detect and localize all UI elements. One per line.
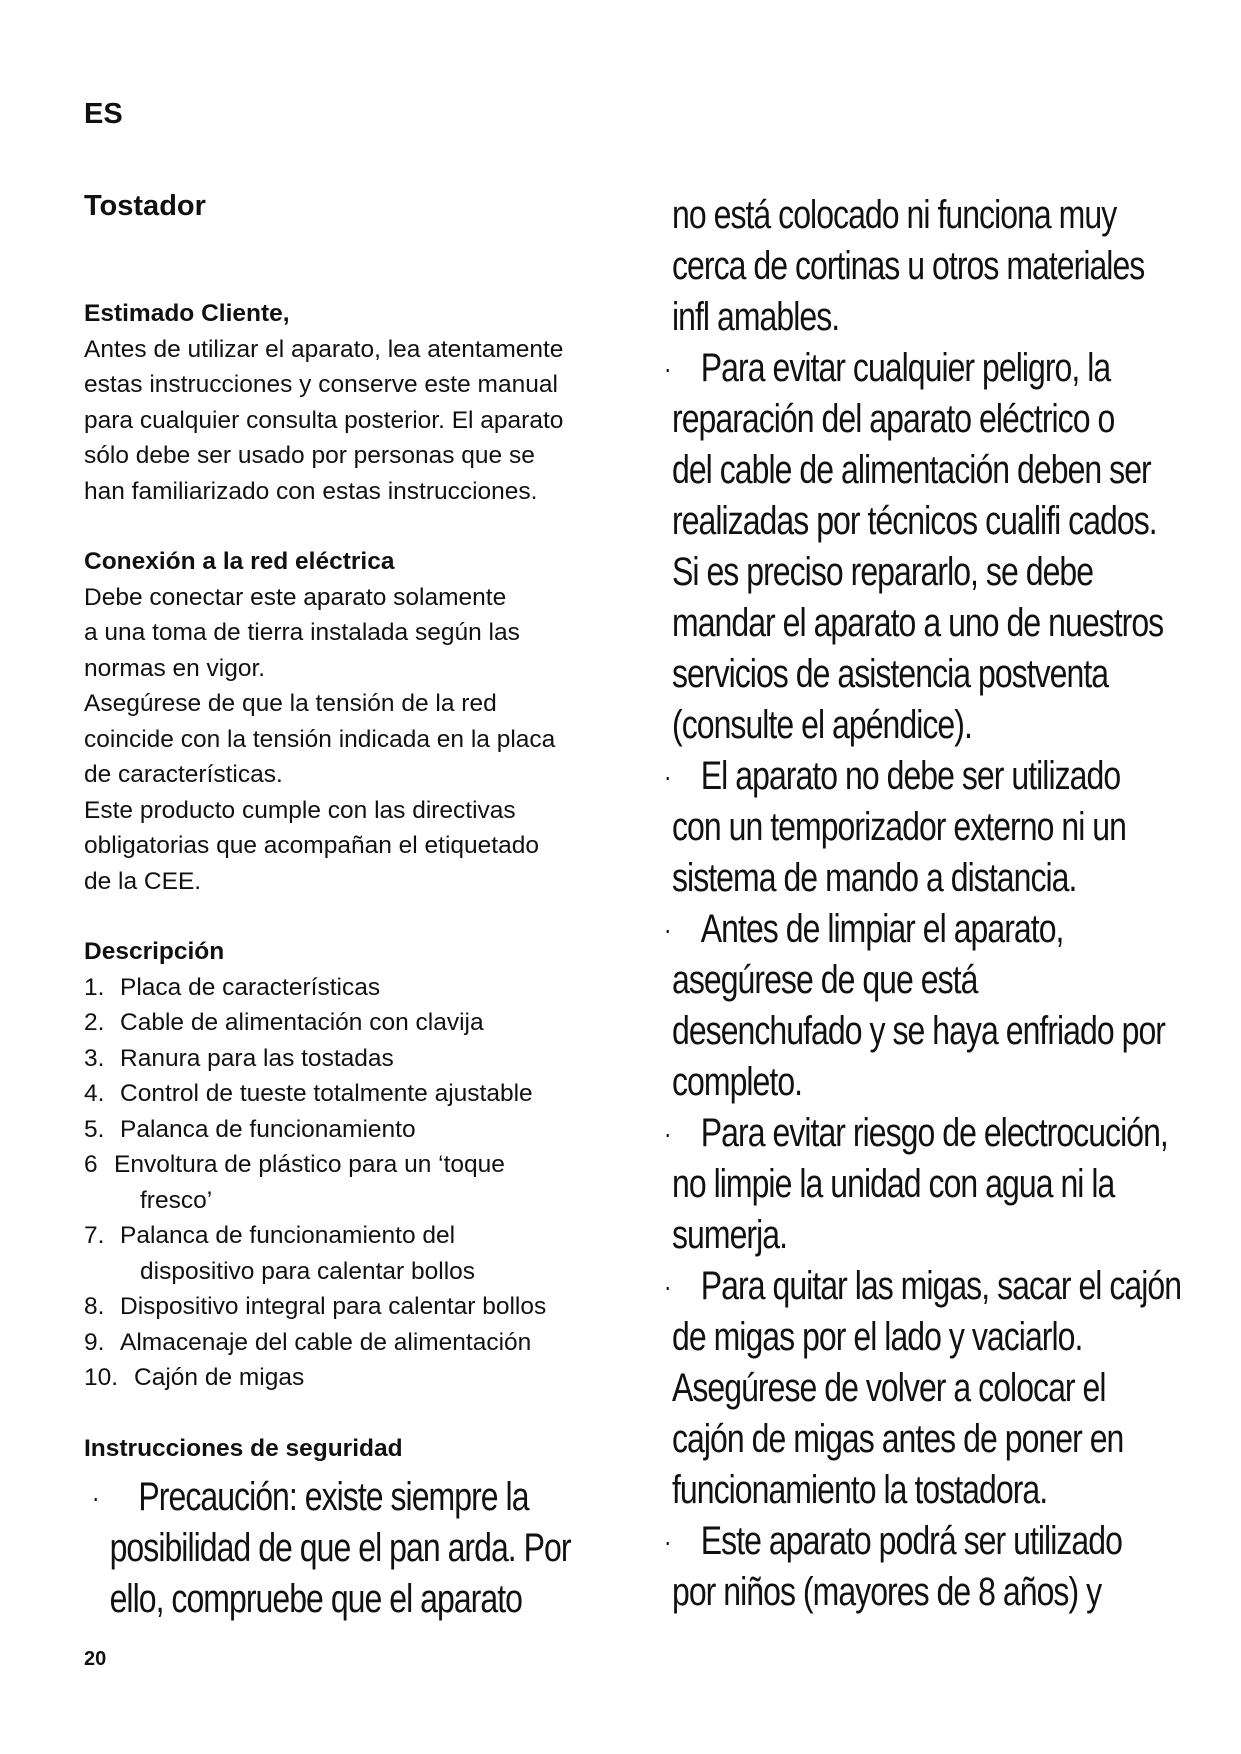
parts-list bbox=[84, 970, 644, 1396]
list-item: 4. Control de tueste totalmente ajustable bbox=[84, 1080, 533, 1107]
intro-line: han familiarizado con estas instrucciones. bbox=[84, 477, 538, 505]
left-column bbox=[84, 296, 644, 1466]
connection-line: Asegúrese de que la tensión de la red bbox=[84, 690, 497, 717]
connection-line: Este producto cumple con las directivas bbox=[84, 796, 516, 824]
description-heading: Descripción bbox=[84, 938, 225, 965]
safety-item: · El aparato no debe ser utilizado con un temporizador externo ni un sistema de mando a distancia. bbox=[664, 754, 1126, 900]
safety-item: · Para evitar riesgo de electrocución, no limpie la unidad con agua ni la sumerja. bbox=[664, 1111, 1168, 1257]
safety-item: · Para evitar cualquier peligro, la reparación del aparato eléctrico o del cable de alimentación deben ser realizadas por técnicos cualifi cados. Si es preciso repararlo, se debe mandar el aparato a uno de nuestros servicios de asistencia postventa (consulte el apéndice). bbox=[664, 346, 1164, 747]
connection-line: de características. bbox=[84, 761, 283, 788]
connection-line: a una toma de tierra instalada según las bbox=[84, 619, 520, 646]
list-item: 6 Envoltura de plástico para un ‘toque fresco’ bbox=[84, 1151, 505, 1214]
page-title: Tostador bbox=[84, 190, 206, 222]
safety-first-item: · Precaución: existe siempre la posibilidad de que el pan arda. Por ello, compruebe que el aparato bbox=[92, 1475, 571, 1621]
safety-line: cerca de cortinas u otros materiales bbox=[672, 244, 1145, 288]
safety-heading: Instrucciones de seguridad bbox=[84, 1434, 403, 1462]
page-number: 20 bbox=[84, 1648, 107, 1670]
list-item: 5. Palanca de funcionamiento bbox=[84, 1115, 416, 1143]
connection-line: coincide con la tensión indicada en la placa bbox=[84, 725, 556, 753]
connection-line: Debe conectar este aparato solamente bbox=[84, 583, 507, 611]
connection-line: de la CEE. bbox=[84, 867, 202, 895]
language-code: ES bbox=[84, 98, 123, 130]
intro-line: para cualquier consulta posterior. El aparato bbox=[84, 406, 564, 434]
connection-line: obligatorias que acompañan el etiquetado bbox=[84, 832, 539, 859]
safety-item: · Este aparato podrá ser utilizado por niños (mayores de 8 años) y bbox=[664, 1519, 1122, 1614]
safety-line: no está colocado ni funciona muy bbox=[672, 193, 1117, 237]
list-item: 2. Cable de alimentación con clavija bbox=[84, 1009, 484, 1036]
list-item: 1. Placa de características bbox=[84, 973, 381, 1001]
intro-line: estas instrucciones y conserve este manual bbox=[84, 371, 558, 398]
list-item: 7. Palanca de funcionamiento del dispositivo para calentar bollos bbox=[84, 1222, 476, 1285]
safety-item: · Para quitar las migas, sacar el cajón de migas por el lado y vaciarlo. Asegúrese de volver a colocar el cajón de migas antes de poner en funcionamiento la tostadora. bbox=[664, 1264, 1182, 1512]
intro-line: Antes de utilizar el aparato, lea atentamente bbox=[84, 335, 564, 363]
list-item: 3. Ranura para las tostadas bbox=[84, 1044, 394, 1072]
intro-heading: Estimado Cliente, bbox=[84, 300, 290, 327]
list-item: 8. Dispositivo integral para calentar bollos bbox=[84, 1293, 547, 1320]
list-item: 10. Cajón de migas bbox=[84, 1364, 305, 1391]
intro-line: sólo debe ser usado por personas que se bbox=[84, 442, 535, 469]
list-item: 9. Almacenaje del cable de alimentación bbox=[84, 1328, 532, 1356]
safety-item: · Antes de limpiar el aparato, asegúrese de que está desenchufado y se haya enfriado por completo. bbox=[664, 907, 1165, 1104]
right-column bbox=[664, 190, 1192, 1618]
connection-heading: Conexión a la red eléctrica bbox=[84, 548, 395, 575]
connection-line: normas en vigor. bbox=[84, 654, 266, 682]
safety-line: infl amables. bbox=[672, 295, 840, 339]
